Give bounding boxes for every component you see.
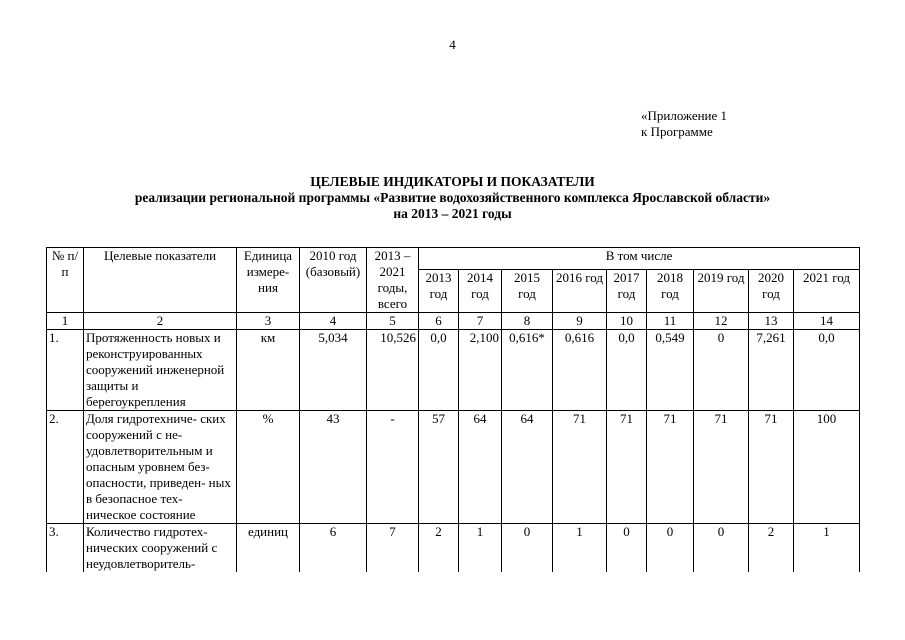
row-number: 3. — [47, 524, 84, 573]
year-value: 0 — [694, 330, 749, 411]
header-year: 2017 год — [607, 270, 647, 313]
year-value: 71 — [749, 411, 794, 524]
unit-cell: км — [237, 330, 300, 411]
total-value: 7 — [367, 524, 419, 573]
header-indicator: Целевые показатели — [84, 248, 237, 313]
header-year: 2015 год — [502, 270, 553, 313]
year-value: 0,0 — [607, 330, 647, 411]
document-heading — [0, 174, 905, 222]
year-value: 2 — [749, 524, 794, 573]
appendix-line-2: к Программе — [641, 124, 713, 139]
page-number: 4 — [449, 37, 456, 52]
base-value: 43 — [300, 411, 367, 524]
year-value: 0,616 — [553, 330, 607, 411]
year-value: 7,261 — [749, 330, 794, 411]
year-value: 2 — [419, 524, 459, 573]
column-number: 3 — [237, 313, 300, 330]
header-year: 2014 год — [459, 270, 502, 313]
year-value: 0,0 — [419, 330, 459, 411]
year-value: 0 — [502, 524, 553, 573]
year-value: 100 — [794, 411, 860, 524]
unit-cell: единиц — [237, 524, 300, 573]
year-value: 0,0 — [794, 330, 860, 411]
table-row — [47, 411, 860, 524]
total-value: - — [367, 411, 419, 524]
heading-line-1: ЦЕЛЕВЫЕ ИНДИКАТОРЫ И ПОКАЗАТЕЛИ — [310, 174, 595, 189]
header-year: 2013 год — [419, 270, 459, 313]
appendix-note — [641, 108, 727, 140]
year-value: 71 — [647, 411, 694, 524]
column-number: 5 — [367, 313, 419, 330]
header-year: 2016 год — [553, 270, 607, 313]
base-value: 5,034 — [300, 330, 367, 411]
year-value: 64 — [502, 411, 553, 524]
header-group: В том числе — [419, 248, 860, 270]
indicator-name: Протяженность новых и реконструированных сооружений инженерной защиты и берегоукрепления — [84, 330, 237, 411]
year-value: 71 — [553, 411, 607, 524]
year-value: 1 — [553, 524, 607, 573]
column-number-row — [47, 313, 860, 330]
year-value: 71 — [694, 411, 749, 524]
header-base: 2010 год (базовый) — [300, 248, 367, 313]
header-unit: Единица измере- ния — [237, 248, 300, 313]
appendix-line-1: «Приложение 1 — [641, 108, 728, 123]
column-number: 10 — [607, 313, 647, 330]
year-value: 1 — [794, 524, 860, 573]
year-value: 2,100 — [459, 330, 502, 411]
header-year: 2018 год — [647, 270, 694, 313]
header-year: 2019 год — [694, 270, 749, 313]
column-number: 12 — [694, 313, 749, 330]
heading-line-3: на 2013 – 2021 годы — [393, 206, 512, 221]
header-year: 2020 год — [749, 270, 794, 313]
year-value: 64 — [459, 411, 502, 524]
year-value: 0 — [694, 524, 749, 573]
year-value: 57 — [419, 411, 459, 524]
indicator-name: Доля гидротехниче- ских сооружений с не- удовлетворительным и опасным уровнем без- опасности, приведен- ных в безопасное тех- ническое состояние — [84, 411, 237, 524]
indicators-table — [46, 247, 860, 572]
column-number: 4 — [300, 313, 367, 330]
year-value: 0 — [647, 524, 694, 573]
column-number: 2 — [84, 313, 237, 330]
unit-cell: % — [237, 411, 300, 524]
column-number: 11 — [647, 313, 694, 330]
header-total: 2013 – 2021 годы, всего — [367, 248, 419, 313]
row-number: 2. — [47, 411, 84, 524]
header-year: 2021 год — [794, 270, 860, 313]
table-row — [47, 330, 860, 411]
total-value: 10,526 — [367, 330, 419, 411]
column-number: 7 — [459, 313, 502, 330]
indicator-name: Количество гидротех- нических сооружений с неудовлетворитель- — [84, 524, 237, 573]
column-number: 13 — [749, 313, 794, 330]
column-number: 8 — [502, 313, 553, 330]
year-value: 1 — [459, 524, 502, 573]
header-num: № п/п — [47, 248, 84, 313]
column-number: 14 — [794, 313, 860, 330]
column-number: 6 — [419, 313, 459, 330]
year-value: 0,549 — [647, 330, 694, 411]
table-row — [47, 524, 860, 573]
row-number: 1. — [47, 330, 84, 411]
year-value: 71 — [607, 411, 647, 524]
heading-line-2: реализации региональной программы «Развитие водохозяйственного комплекса Ярославской области» — [134, 190, 771, 205]
year-value: 0,616* — [502, 330, 553, 411]
year-value: 0 — [607, 524, 647, 573]
header-row-1 — [47, 248, 860, 270]
column-number: 1 — [47, 313, 84, 330]
column-number: 9 — [553, 313, 607, 330]
base-value: 6 — [300, 524, 367, 573]
